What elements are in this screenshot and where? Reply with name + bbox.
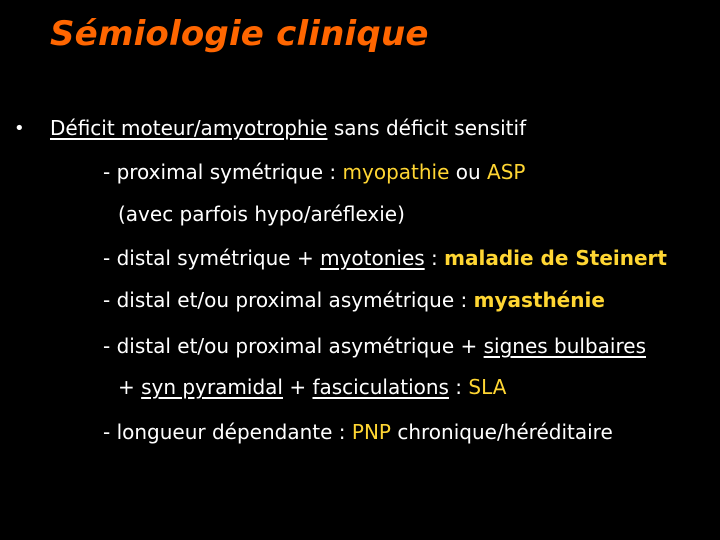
sub-item-pnp: [103, 422, 613, 442]
pnp-highlight: PNP: [351, 420, 391, 444]
fasciculations-text: fasciculations: [312, 375, 449, 399]
sub-item-proximal: [103, 162, 525, 182]
longueur-text: - longueur dépendante :: [103, 420, 352, 444]
chronique-text: chronique/héréditaire: [390, 420, 613, 444]
proximal-text: - proximal symétrique :: [103, 160, 343, 184]
myotonies-text: myotonies: [320, 246, 425, 270]
sub-item-bulbaires: [103, 336, 646, 356]
myopathie-highlight: myopathie: [342, 160, 450, 184]
sub-item-myasthenie: [103, 290, 605, 310]
colon-text-2: :: [448, 375, 469, 399]
ou-text: ou: [449, 160, 488, 184]
signes-bulbaires-text: signes bulbaires: [483, 334, 646, 358]
syn-pyramidal-text: syn pyramidal: [141, 375, 283, 399]
distal-asym-text: - distal et/ou proximal asymétrique :: [103, 288, 474, 312]
bullet-marker: •: [14, 118, 25, 139]
sans-deficit-text: sans déficit sensitif: [327, 116, 527, 140]
deficit-moteur-text: Déficit moteur/amyotrophie: [50, 116, 328, 140]
distal-asym-plus-text: - distal et/ou proximal asymétrique +: [103, 334, 484, 358]
sub-item-steinert: [103, 248, 667, 268]
sla-highlight: SLA: [468, 375, 507, 399]
plus-text-2: +: [282, 375, 313, 399]
myasthenie-highlight: myasthénie: [473, 288, 605, 312]
slide-title: Sémiologie clinique: [50, 14, 429, 54]
asp-highlight: ASP: [487, 160, 526, 184]
aréflexie-note: (avec parfois hypo/aréflexie): [118, 202, 405, 226]
steinert-highlight: maladie de Steinert: [444, 246, 667, 270]
sub-item-note: [118, 204, 405, 224]
plus-text: +: [118, 375, 142, 399]
colon-text: :: [424, 246, 445, 270]
sub-item-sla: [118, 377, 506, 397]
main-bullet-line: [50, 118, 526, 138]
distal-sym-text: - distal symétrique +: [103, 246, 321, 270]
